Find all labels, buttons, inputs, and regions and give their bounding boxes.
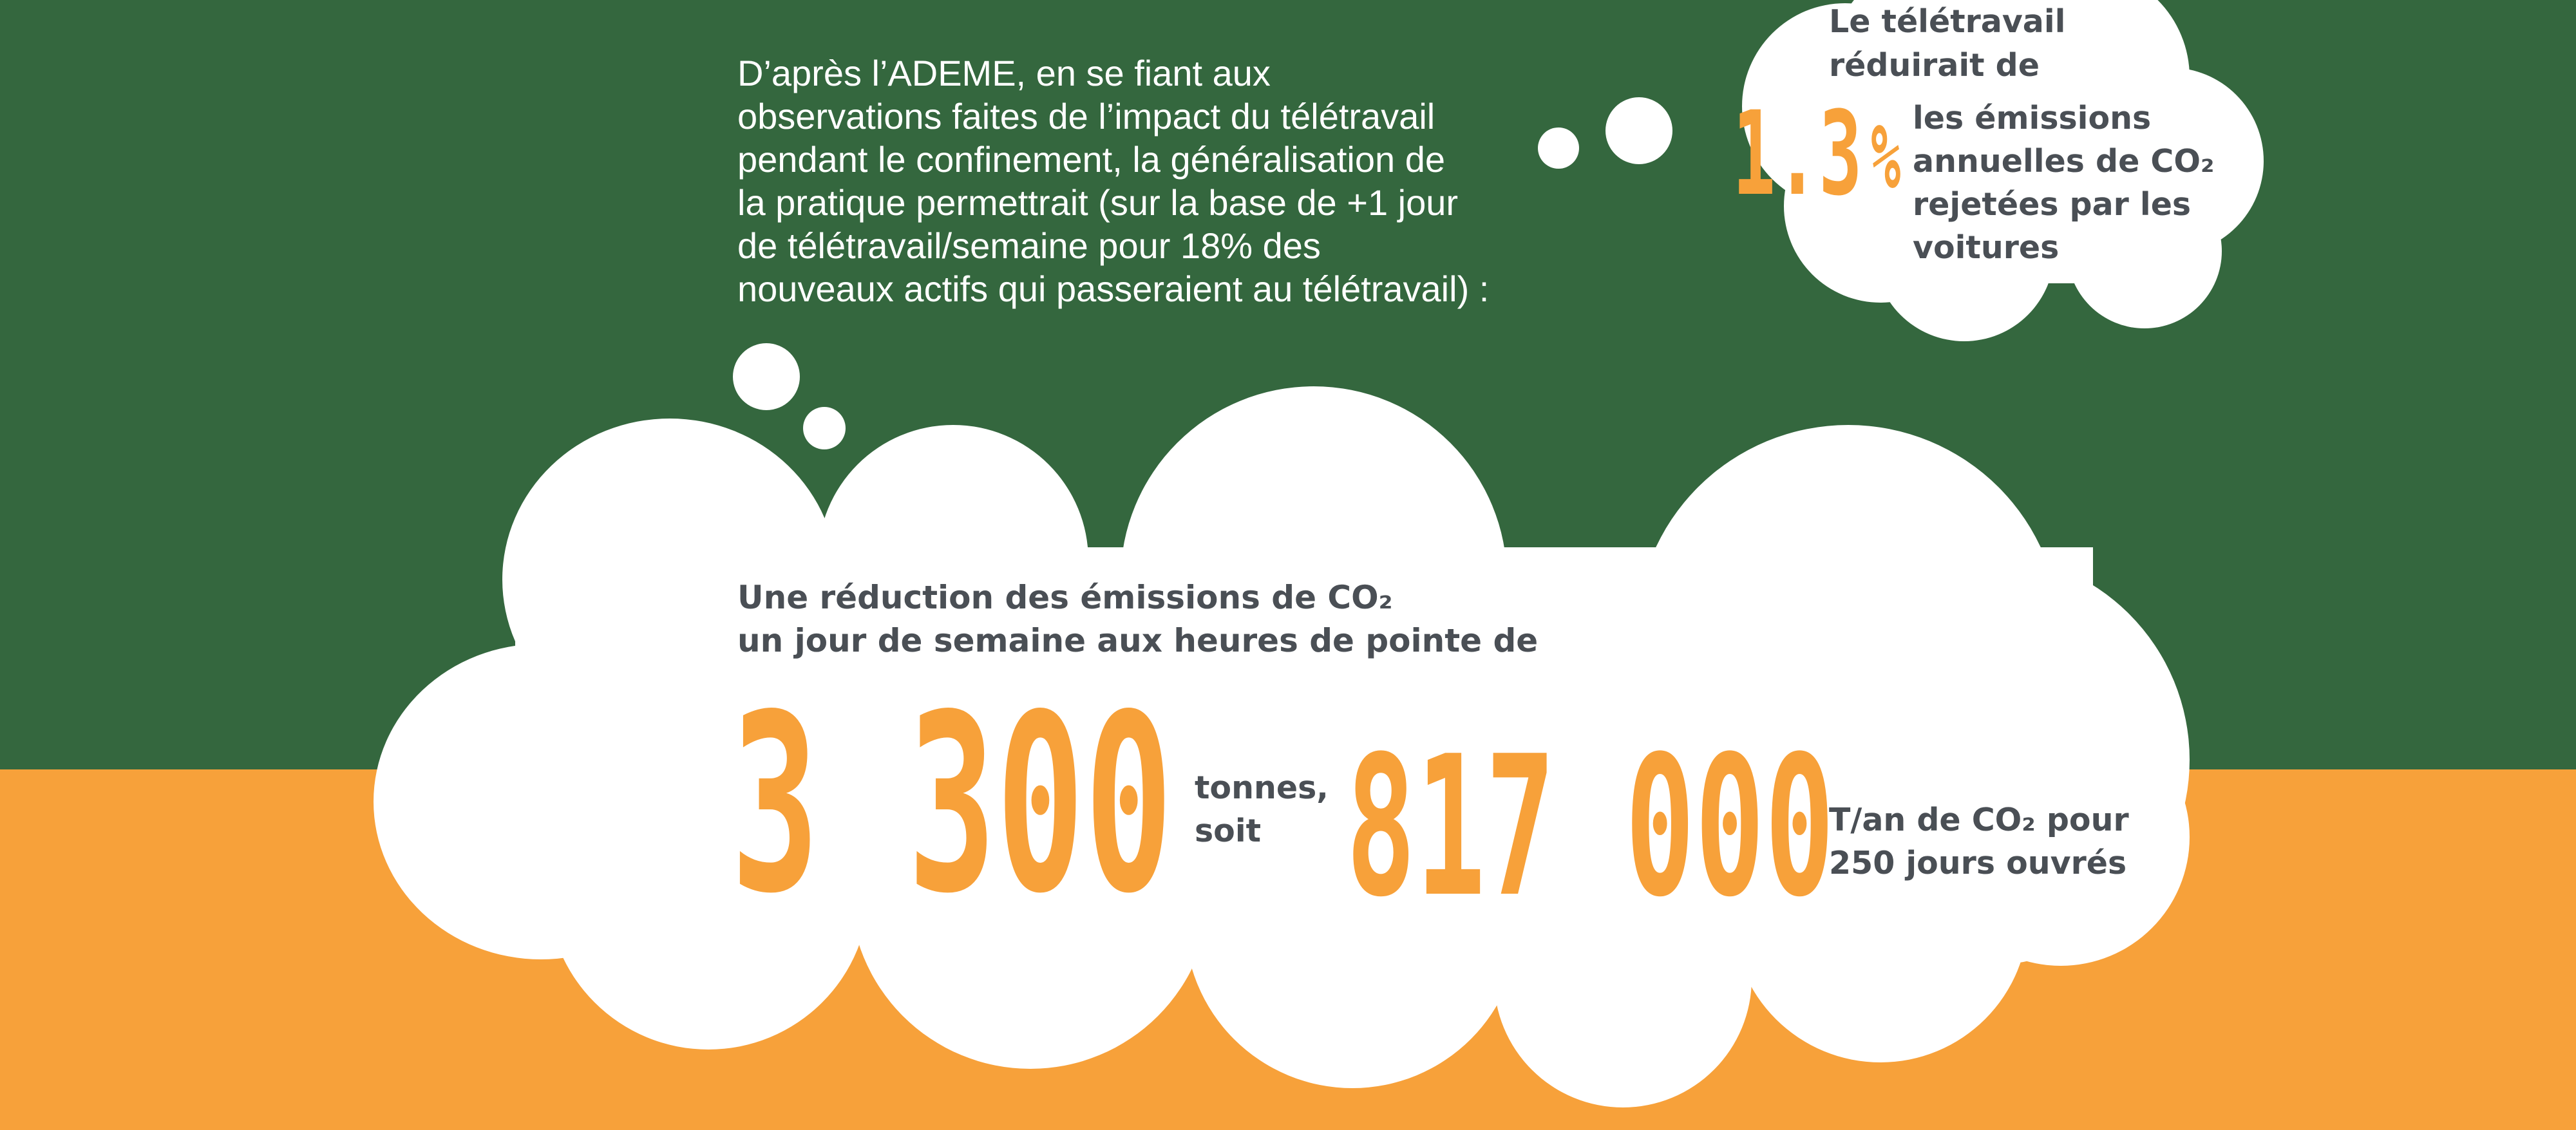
percent-sign: % <box>1871 105 1901 210</box>
small-cloud-value: 1.3 <box>1732 87 1862 221</box>
intro-line: nouveaux actifs qui passeraient au télétravail) : <box>737 268 1490 309</box>
daily-reduction-label: tonnes, soit <box>1195 769 1329 849</box>
intro-line: de télétravail/semaine pour 18% des <box>737 225 1321 266</box>
intro-paragraph <box>737 52 1523 310</box>
annual-reduction-label: T/an de CO₂ pour 250 jours ouvrés <box>1829 802 2129 881</box>
intro-line: pendant le confinement, la généralisation de <box>737 139 1445 180</box>
big-thought-cloud <box>374 343 2190 1107</box>
small-cloud-heading: Le télétravail réduirait de <box>1829 3 2066 84</box>
intro-line: observations faites de l’impact du télétravail <box>737 96 1435 137</box>
big-cloud-heading: Une réduction des émissions de CO₂ un jour de semaine aux heures de pointe de <box>737 579 1539 659</box>
small-cloud-description: les émissions annuelles de CO₂ rejetées par les voitures <box>1913 100 2215 266</box>
daily-reduction-value: 3 300 <box>731 662 1173 947</box>
intro-line: D’après l’ADEME, en se fiant aux <box>737 53 1271 93</box>
annual-reduction-value: 817 000 <box>1346 715 1835 939</box>
intro-line: la pratique permettrait (sur la base de +1 jour <box>737 182 1459 223</box>
